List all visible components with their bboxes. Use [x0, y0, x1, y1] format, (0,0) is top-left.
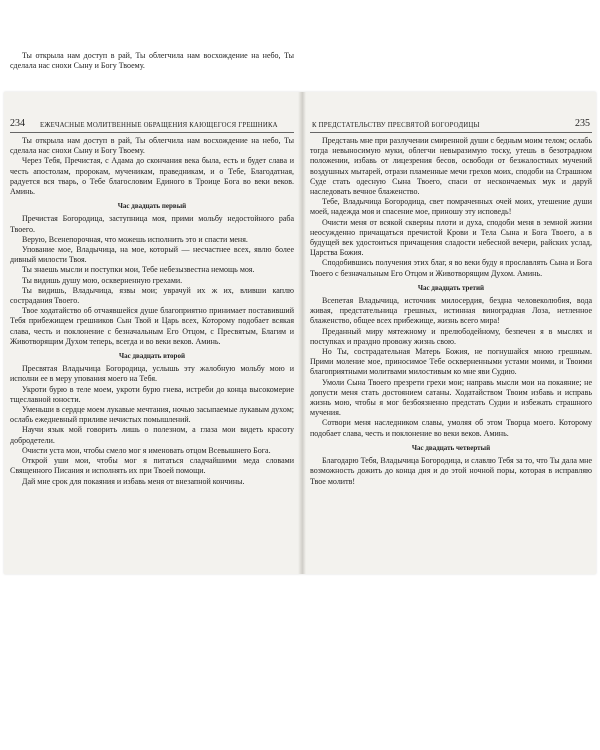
paragraph: Пресвятая Владычица Богородица, услышь эту жалобную мольбу мою и исполни ее в меру упования моего на Тебя. — [10, 364, 294, 384]
section-heading: Час двадцать первый — [117, 202, 187, 211]
left-page — [10, 51, 294, 574]
paragraph: Всепетая Владычица, источник милосердия, бездна человеколюбия, вода живая, предстательница грешных, истинная виноградная Лоза, нетленное блаженство, общее всех прибежище, жизнь всего мира! — [310, 296, 592, 326]
paragraph: Через Тебя, Пречистая, с Адама до скончания века была, есть и будет слава и честь апостолам, пророкам, мученикам, праведникам, и о Тебе, Благодатная, радуется вся тварь, о Тебе благословим Единого в Троице Бога во веки веков. Аминь. — [10, 156, 294, 197]
paragraph: Сподобившись получения этих благ, я во веки буду я прославлять Сына и Бога Твоего с безначальным Его Отцом и Животворящим Духом. Аминь. — [310, 258, 592, 278]
paragraph: Очисти меня от всякой скверны плоти и духа, сподоби меня в земной жизни неосужденно причащаться пречистой Крови и Тела Сына и Бога Твоего, а в будущей век удостоиться причащения сладости небесной вечери, райских услад, Царства Божия. — [310, 217, 592, 258]
right-page-text — [310, 133, 592, 487]
page-number: 235 — [575, 118, 590, 129]
left-top-fragment — [10, 48, 294, 71]
left-page-text — [10, 133, 294, 487]
paragraph: Преданный миру мятежному и прелюбодейному, безпечен я в мыслях и поступках и праздно провожу жизнь свою. — [310, 326, 592, 346]
paragraph: Открой уши мои, чтобы мог я питаться сладчайшими меда словами Священного Писания и исполнять их при Твоей помощи. — [10, 456, 294, 476]
paragraph: Упование мое, Владычица, на мое, который — несчастнее всех, явлю более дивный милости Твоя. — [10, 245, 294, 265]
paragraph: Дай мне срок для покаяния и избавь меня от внезапной кончины. — [22, 476, 245, 486]
paragraph: Ты видишь, Владычица, язвы мои; уврачуй их ж их, вливши каплю сострадания Твоего. — [10, 285, 294, 306]
open-book — [4, 51, 596, 574]
paragraph: Пречистая Богородица, заступница моя, прими мольбу недостойного раба Твоего. — [10, 214, 294, 234]
paragraph: Ты видишь душу мою, оскверненную грехами. — [22, 275, 183, 285]
running-title: К ПРЕДСТАТЕЛЬСТВУ ПРЕСВЯТОЙ БОГОРОДИЦЫ — [312, 122, 480, 129]
paragraph: Очисти уста мои, чтобы смело мог я именовать отцом Всевышнего Бога. — [22, 445, 271, 455]
paragraph: Твое ходатайство об отчаявшейся душе благоприятно принимает поставивший Тебя прибежищем грешников Сын Твой и Царь всех, Которому подобает всякая слава, честь и поклонение с безначальным Его Отцом, с Пресвятым, Благим и Животворящим Духом теперь, всегда и во веки веков. Аминь. — [10, 306, 294, 346]
paragraph: Но Ты, сострадательная Матерь Божия, не погнушайся мною грешным. Прими моление мое, приносимое Тебе оскверненными устами моими, и Твоими благоприятными молитвами милостивым ко мне яви Судию. — [310, 347, 592, 377]
right-page — [310, 92, 592, 574]
book-gutter — [298, 92, 306, 574]
section-heading: Час двадцать четвертый — [411, 443, 491, 452]
paragraph: Сотвори меня наследником славы, умоляя об этом Творца моего. Которому подобает слава, честь и поклонение во веки веков. Аминь. — [310, 418, 592, 438]
section-heading: Час двадцать третий — [417, 283, 485, 292]
running-title: ЕЖЕЧАСНЫЕ МОЛИТВЕННЫЕ ОБРАЩЕНИЯ КАЮЩЕГОСЯ ГРЕШНИКА — [40, 122, 278, 129]
left-page-header — [10, 118, 294, 133]
paragraph: Научи язык мой говорить лишь о полезном, а глаза мои видеть красоту добродетели. — [10, 425, 294, 445]
paragraph: Уменьши в сердце моем лукавые мечтания, ночью засыпаемые лукавым духом; ослабь ежедневный приливе нечистых помышлений. — [10, 405, 294, 425]
paragraph: Благодарю Тебя, Владычица Богородица, и славлю Тебя за то, что Ты дала мне возможность дожить до конца дня и до этой ночной поры, которая в исправляю Твое молитв! — [310, 456, 592, 486]
paragraph: Тебе, Владычица Богородица, свет помраченных очей моих, утешение души моей, надежда моя и спасение мое, приношу эту исповедь! — [310, 197, 592, 217]
paragraph: Ты знаешь мысли и поступки мои, Тебе небезызвестна немощь моя. — [22, 265, 255, 275]
paragraph: Предстань мне при разлучении смиренной души с бедным моим телом; ослабь тогда невыносимую муки, облегчи невыразимую тоску, утешь в безотрадном положении, избавь от лицезрения бесов, освободи от безжалостных мучений воздушных мытарей, отрази пламенные мечи грехов моих, сподоби на Страшном Суде стать одесную Сына Твоего, спаси от нескончаемых мук и даруй наследовать вечное блаженство. — [310, 136, 592, 197]
paragraph: Укроти бурю в теле моем, укроти бурю гнева, истреби до конца высокомерие тщеславной юности. — [10, 384, 294, 404]
paragraph: Ты открыла нам доступ в рай, Ты облегчила нам восхождение на небо, Ты сделала нас снохи Сыну и Богу Твоему. — [10, 51, 294, 71]
paragraph: Ты открыла нам доступ в рай, Ты облегчила нам восхождение на небо, Ты сделала нас снохи Сыну и Богу Твоему. — [10, 136, 294, 156]
right-page-header — [310, 118, 592, 133]
paragraph: Верую, Всенепорочная, что можешь исполнить это и спасти меня. — [22, 234, 248, 244]
section-heading: Час двадцать второй — [119, 352, 185, 361]
paragraph: Умоли Сына Твоего презрети грехи мои; направь мысли мои на покаяние; не допусти меня стать достоянием сатаны. Ходатайством Твоим избавь и исправь жизнь мою, чтобы я мог безбоязненно предстать Судии и избежать страшного мучения. — [310, 377, 592, 418]
page-number: 234 — [10, 118, 25, 129]
